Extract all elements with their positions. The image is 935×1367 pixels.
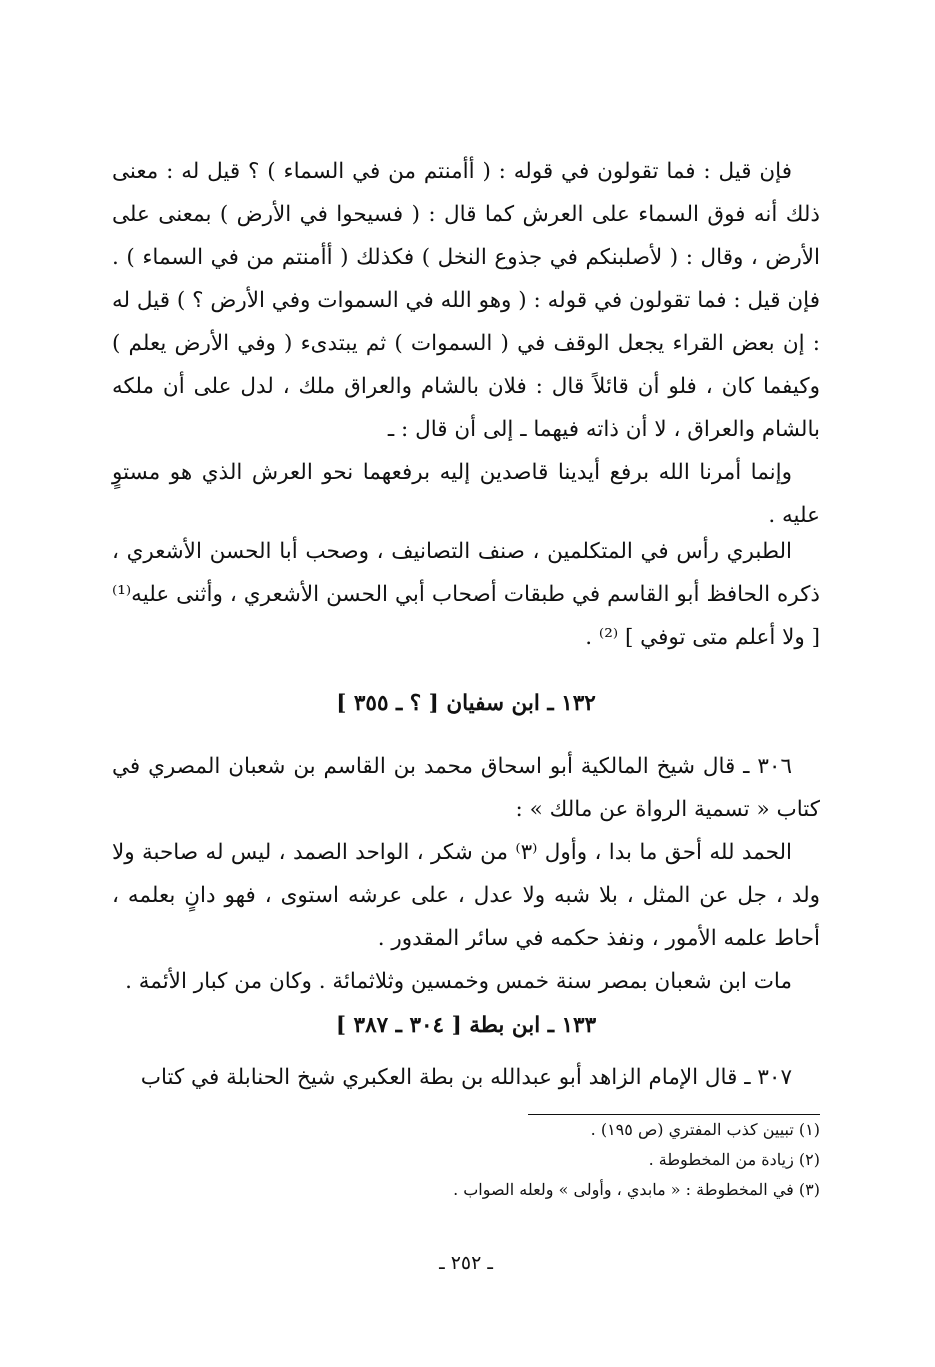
footnotes: [112, 1115, 820, 1205]
book-page: [112, 0, 820, 1367]
body-paragraph: مات ابن شعبان بمصر سنة خمس وخمسين وثلاثمائة . وكان من كبار الأئمة .: [125, 969, 792, 994]
footnote: (١) تبيين كذب المفتري (ص ١٩٥) .: [590, 1120, 820, 1139]
biography-passage: [112, 530, 820, 659]
narration-passage: [112, 1056, 820, 1099]
section-heading: ١٣٣ ـ ابن بطة [ ٣٠٤ ـ ٣٨٧ ]: [335, 1013, 597, 1038]
opening-passage: [112, 150, 820, 537]
page-number: ـ ٢٥٢ ـ: [439, 1252, 493, 1274]
body-paragraph: وإنما أمرنا الله برفع أيدينا قاصدين إليه برفعهما نحو العرش الذي هو مستوٍ عليه .: [112, 460, 820, 528]
body-paragraph: الطبري رأس في المتكلمين ، صنف التصانيف ، وصحب أبا الحسن الأشعري ، ذكره الحافظ أبو القاسم في طبقات أصحاب أبي الحسن الأشعري ، وأثنى عليه⁽¹⁾ [ ولا أعلم متى توفي ] ⁽²⁾ .: [112, 539, 820, 650]
body-paragraph: ٣٠٧ ـ قال الإمام الزاهد أبو عبدالله بن بطة العكبري شيخ الحنابلة في كتاب: [140, 1065, 792, 1090]
footnote: (٢) زيادة من المخطوطة .: [648, 1150, 820, 1169]
body-paragraph: الحمد لله أحق ما بدا ، وأول ⁽٣⁾ من شكر ، الواحد الصمد ، ليس له صاحبة ولا ولد ، جل عن المثل ، بلا شبه ولا عدل ، على عرشه استوى ، فهو دانٍ بعلمه ، أحاط علمه الأمور ، ونفذ حكمه في سائر المقدور .: [112, 840, 820, 951]
body-paragraph: ٣٠٦ ـ قال شيخ المالكية أبو اسحاق محمد بن القاسم بن شعبان المصري في كتاب « تسمية الرواة عن مالك » :: [112, 754, 820, 822]
body-paragraph: فإن قيل : فما تقولون في قوله : ( أأمنتم من في السماء ) ؟ قيل له : معنى ذلك أنه فوق السماء على العرش كما قال : ( فسيحوا في الأرض ) بمعنى على الأرض ، وقال : ( لأصلبنكم في جذوع النخل ) فكذلك ( أأمنتم من في السماء ) . فإن قيل : فما تقولون في قوله : ( وهو الله في السموات وفي الأرض ؟ ) قيل له : إن بعض القراء يجعل الوقف في ( السموات ) ثم يبتدىء ( وفي الأرض يعلم ) وكيفما كان ، فلو أن قائلاً قال : فلان بالشام والعراق ملك ، لدل على أن ملكه بالشام والعراق ، لا أن ذاته فيهما ـ إلى أن قال : ـ: [112, 159, 820, 442]
narration-passage: [112, 745, 820, 1003]
section-heading: ١٣٢ ـ ابن سفيان [ ؟ ـ ٣٥٥ ]: [336, 691, 596, 716]
footnote: (٣) في المخطوطة : « مابدي ، وأولى » ولعله الصواب .: [453, 1180, 820, 1199]
